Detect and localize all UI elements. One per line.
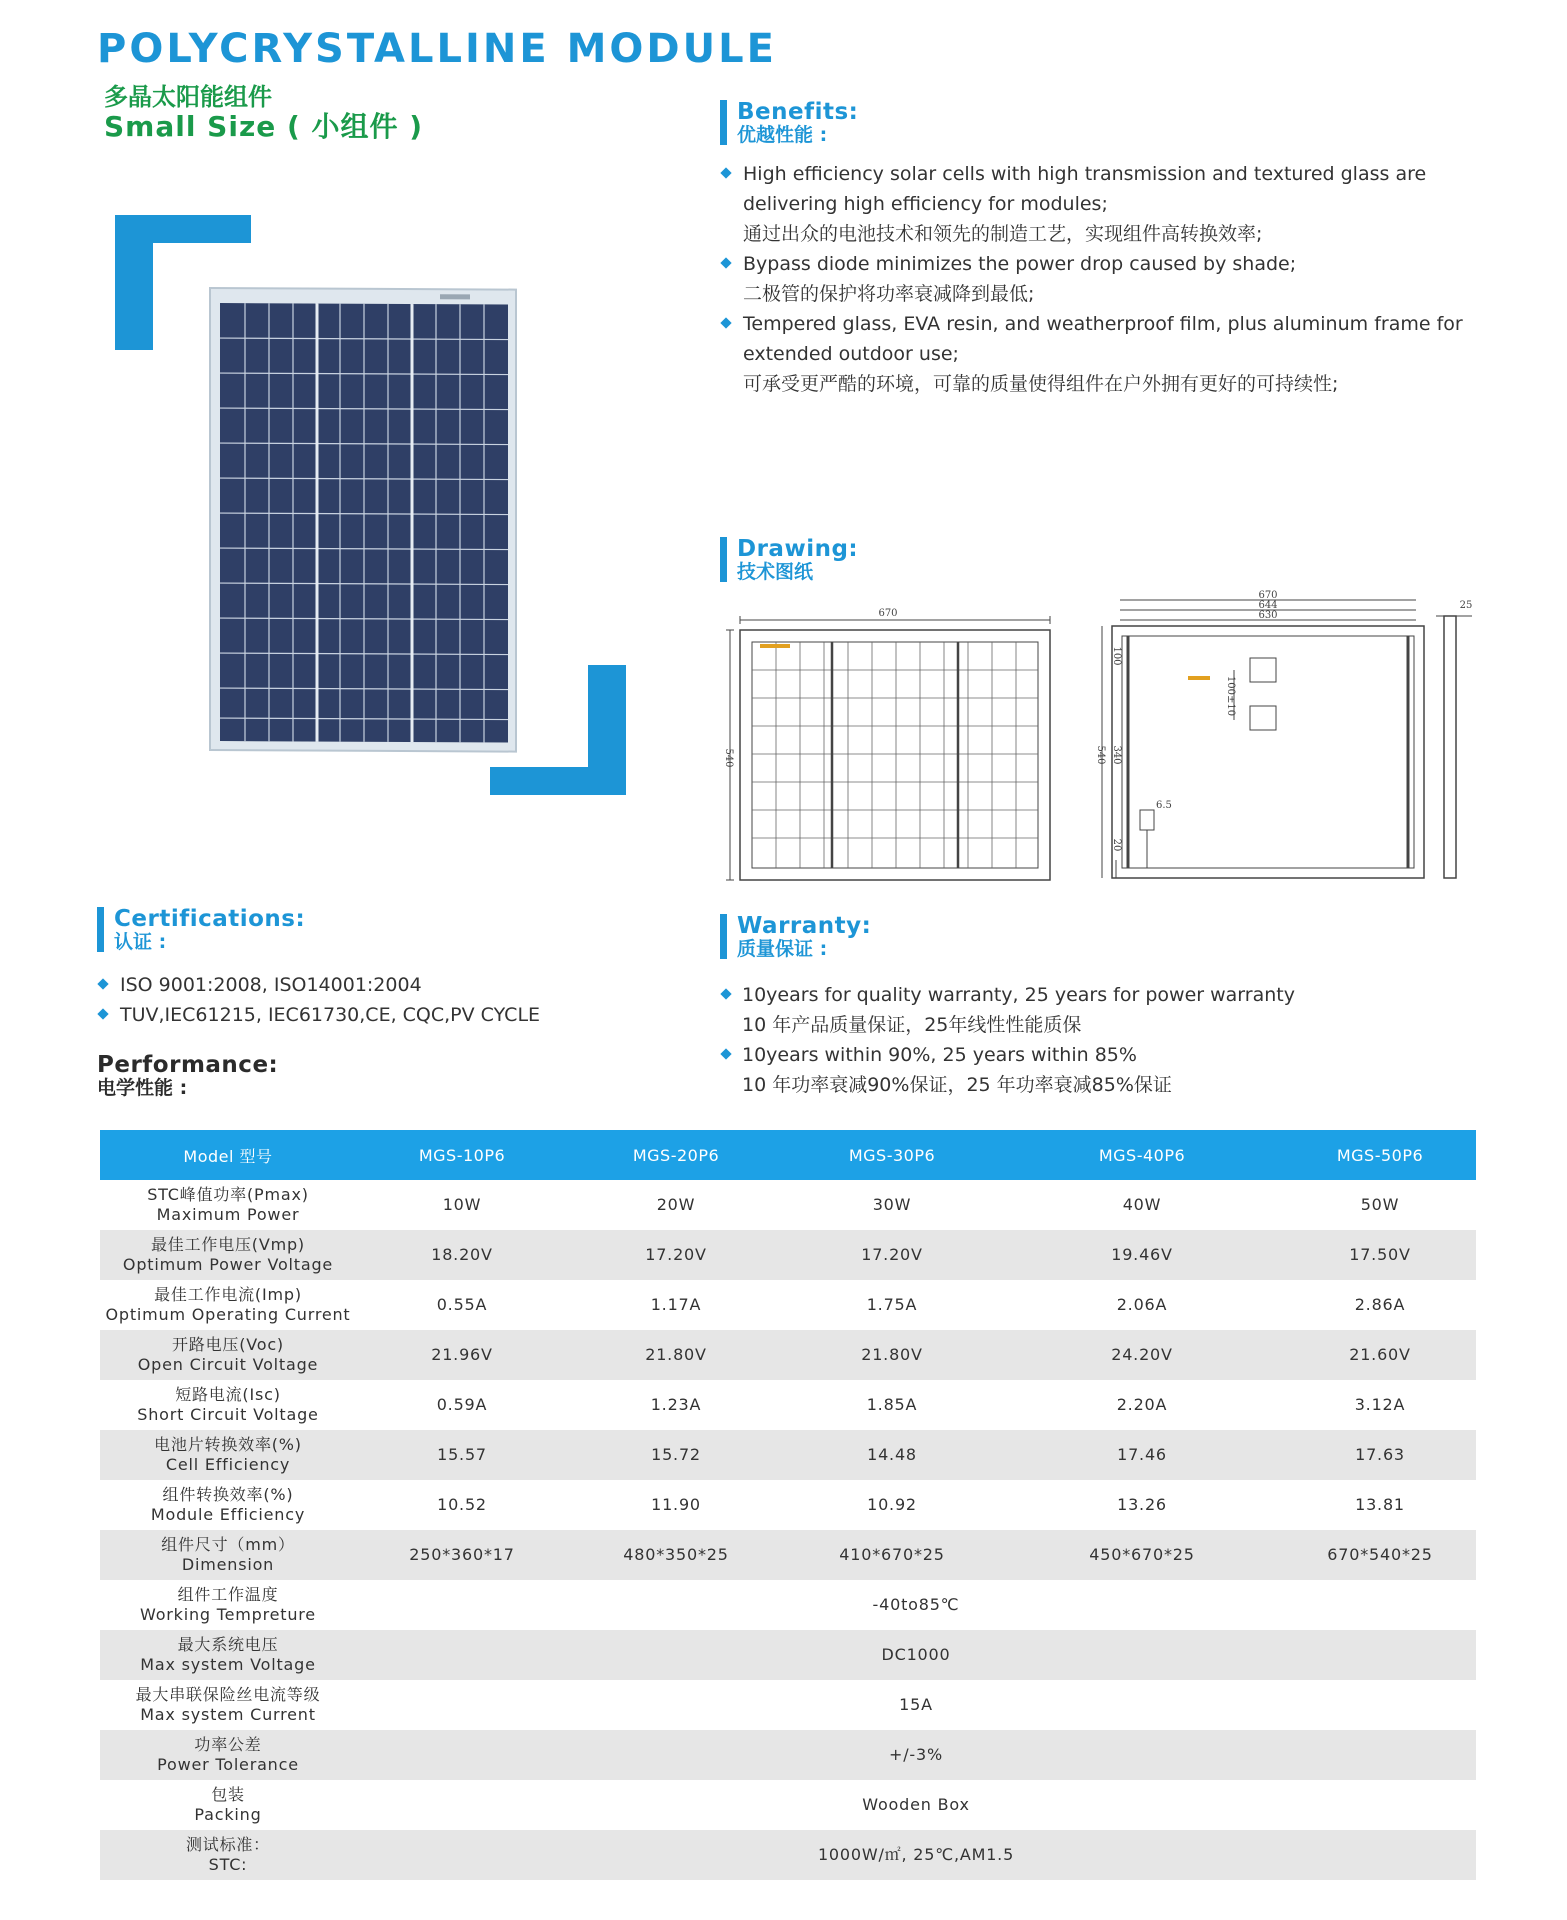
- table-row: [100, 1480, 1476, 1530]
- table-cell: 1.75A: [866, 1295, 918, 1314]
- benefit-item: [720, 159, 1500, 249]
- param-label: [100, 1330, 356, 1380]
- certification-text: ISO 9001:2008, ISO14001:2004: [120, 974, 422, 996]
- table-row: [100, 1630, 1476, 1680]
- warranty-en: 10years for quality warranty, 25 years for power warranty: [742, 984, 1295, 1006]
- warranty-en: 10years within 90%, 25 years within 85%: [742, 1044, 1137, 1066]
- table-cell: 18.20V: [356, 1230, 568, 1280]
- table-cell: 2.86A: [1354, 1295, 1406, 1314]
- table-cell: 2.06A: [1116, 1295, 1168, 1314]
- performance-table: [100, 1130, 1476, 1880]
- param-cn: STC峰值功率(Pmax): [147, 1185, 309, 1204]
- benefits-heading-cn: 优越性能 :: [737, 123, 828, 146]
- table-row: [100, 1380, 1476, 1430]
- table-cell-merged: Wooden Box: [862, 1795, 970, 1814]
- table-cell-merged: 1000W/㎡, 25℃,AM1.5: [356, 1830, 1476, 1880]
- benefit-en: Bypass diode minimizes the power drop caused by shade;: [743, 253, 1297, 275]
- table-row: [100, 1730, 1476, 1780]
- back-view-drawing: [1102, 600, 1424, 878]
- warranty-heading-cn: 质量保证 :: [737, 937, 828, 960]
- table-cell: 24.20V: [1000, 1330, 1284, 1380]
- drawing-heading-cn: 技术图纸: [737, 560, 814, 583]
- param-label: [100, 1680, 356, 1730]
- benefits-list: [720, 159, 1500, 399]
- technical-drawing: [720, 590, 1480, 890]
- table-cell: 3.12A: [1354, 1395, 1406, 1414]
- table-cell: 17.20V: [568, 1230, 784, 1280]
- param-en: Power Tolerance: [157, 1755, 299, 1774]
- certification-item: [97, 970, 657, 1000]
- table-cell: 13.26: [1117, 1495, 1167, 1514]
- table-cell: 450*670*25: [1000, 1530, 1284, 1580]
- back-dim-2-label: 644: [1258, 600, 1278, 611]
- table-cell: 17.20V: [784, 1230, 1000, 1280]
- certification-item: [97, 1000, 657, 1030]
- back-height-inner-label: 340: [1111, 745, 1122, 765]
- table-cell: 21.80V: [568, 1330, 784, 1380]
- warranty-list: [720, 980, 1440, 1100]
- drawing-heading-en: Drawing:: [737, 536, 859, 562]
- table-row: [100, 1230, 1476, 1280]
- back-height-outer-label: 540: [1095, 745, 1106, 765]
- param-cn: 组件转换效率(%): [162, 1485, 294, 1504]
- certifications-heading-en: Certifications:: [114, 906, 306, 932]
- table-cell: 17.63: [1284, 1430, 1476, 1480]
- front-width-label: 670: [878, 608, 898, 619]
- diamond-bullet-icon: [720, 988, 731, 999]
- diamond-bullet-icon: [720, 257, 731, 268]
- param-en: STC:: [208, 1855, 248, 1874]
- warranty-cn: 10 年功率衰减90%保证，25 年功率衰减85%保证: [742, 1074, 1172, 1096]
- solar-panel-image: [110, 210, 630, 810]
- side-thickness-label: 25: [1459, 600, 1473, 611]
- back-jbox-label: 100±10: [1225, 675, 1236, 717]
- param-cn: 开路电压(Voc): [172, 1335, 284, 1354]
- table-row: [100, 1430, 1476, 1480]
- page-title: POLYCRYSTALLINE MODULE: [97, 26, 777, 72]
- param-label: [100, 1630, 356, 1680]
- performance-heading: [97, 1052, 278, 1100]
- param-cn: 组件工作温度: [177, 1585, 279, 1604]
- table-cell: 19.46V: [1000, 1230, 1284, 1280]
- table-row: [100, 1330, 1476, 1380]
- table-cell-merged: 15A: [899, 1695, 933, 1714]
- table-cell: 21.80V: [784, 1330, 1000, 1380]
- table-cell: 17.50V: [1284, 1230, 1476, 1280]
- product-photo: [110, 210, 630, 810]
- benefit-cn: 可承受更严酷的环境，可靠的质量使得组件在户外拥有更好的可持续性;: [743, 373, 1339, 395]
- param-en: Max system Voltage: [140, 1655, 316, 1674]
- param-cn: 测试标准：: [185, 1835, 270, 1854]
- param-en: Open Circuit Voltage: [137, 1355, 319, 1374]
- table-row: [100, 1680, 1476, 1730]
- param-label: [100, 1730, 356, 1780]
- diamond-bullet-icon: [720, 317, 731, 328]
- param-label: [100, 1830, 356, 1880]
- column-header: Model 型号: [100, 1130, 356, 1180]
- param-label: [100, 1280, 356, 1330]
- table-row: [100, 1180, 1476, 1230]
- table-cell: 15.72: [568, 1430, 784, 1480]
- benefits-heading-en: Benefits:: [737, 99, 859, 125]
- param-en: Module Efficiency: [150, 1505, 306, 1524]
- param-en: Working Tempreture: [140, 1605, 316, 1624]
- param-label: [100, 1380, 356, 1430]
- table-row: [100, 1780, 1476, 1830]
- table-row: [100, 1580, 1476, 1630]
- param-en: Optimum Operating Current: [105, 1305, 351, 1324]
- warranty-item: [720, 1040, 1440, 1100]
- table-cell: 0.59A: [436, 1395, 488, 1414]
- column-header: MGS-50P6: [1284, 1130, 1476, 1180]
- benefit-en: High efficiency solar cells with high transmission and textured glass are delivering high efficiency for modules;: [743, 163, 1427, 215]
- benefit-cn: 二极管的保护将功率衰减降到最低;: [743, 283, 1035, 305]
- param-cn: 最大串联保险丝电流等级: [135, 1685, 321, 1704]
- table-cell: 10W: [442, 1195, 482, 1214]
- param-label: [100, 1580, 356, 1630]
- table-cell: 410*670*25: [784, 1530, 1000, 1580]
- benefit-cn: 通过出众的电池技术和领先的制造工艺，实现组件高转换效率;: [743, 223, 1263, 245]
- certifications-heading: [97, 907, 305, 952]
- param-en: Dimension: [181, 1555, 275, 1574]
- column-header: MGS-10P6: [356, 1130, 568, 1180]
- warranty-item: [720, 980, 1440, 1040]
- param-en: Max system Current: [140, 1705, 316, 1724]
- table-row: [100, 1530, 1476, 1580]
- param-label: [100, 1530, 356, 1580]
- back-bottom-label: 20: [1111, 838, 1122, 852]
- performance-heading-cn: 电学性能 :: [97, 1077, 188, 1100]
- table-cell: 21.60V: [1284, 1330, 1476, 1380]
- diamond-bullet-icon: [97, 978, 108, 989]
- table-cell: 10.92: [867, 1495, 917, 1514]
- table-cell: 480*350*25: [568, 1530, 784, 1580]
- back-dim-3-label: 630: [1258, 610, 1278, 621]
- benefit-item: [720, 249, 1500, 309]
- table-cell: 1.23A: [650, 1395, 702, 1414]
- benefit-item: [720, 309, 1500, 399]
- back-dim-1-label: 670: [1258, 590, 1278, 601]
- param-cn: 电池片转换效率(%): [154, 1435, 302, 1454]
- table-row: [100, 1830, 1476, 1880]
- param-en: Cell Efficiency: [165, 1455, 291, 1474]
- table-row: [100, 1280, 1476, 1330]
- table-cell: 13.81: [1355, 1495, 1405, 1514]
- certifications-list: [97, 970, 657, 1030]
- certifications-heading-cn: 认证 :: [114, 930, 167, 953]
- table-cell: 20W: [656, 1195, 696, 1214]
- table-header-row: [100, 1130, 1476, 1180]
- table-cell-merged: DC1000: [356, 1630, 1476, 1680]
- param-en: Short Circuit Voltage: [137, 1405, 319, 1424]
- param-en: Maximum Power: [156, 1205, 300, 1224]
- diamond-bullet-icon: [720, 1048, 731, 1059]
- benefits-heading: [720, 100, 858, 145]
- param-cn: 最大系统电压: [177, 1635, 279, 1654]
- table-cell: 40W: [1122, 1195, 1162, 1214]
- warranty-heading-en: Warranty:: [737, 913, 872, 939]
- warranty-cn: 10 年产品质量保证，25年线性性能质保: [742, 1014, 1082, 1036]
- param-label: [100, 1780, 356, 1830]
- front-height-label: 540: [723, 748, 734, 768]
- warranty-heading: [720, 914, 871, 959]
- table-cell: 0.55A: [436, 1295, 488, 1314]
- column-header: MGS-40P6: [1000, 1130, 1284, 1180]
- table-cell: 14.48: [784, 1430, 1000, 1480]
- param-label: [100, 1480, 356, 1530]
- diamond-bullet-icon: [720, 167, 731, 178]
- diamond-bullet-icon: [97, 1008, 108, 1019]
- performance-heading-en: Performance:: [97, 1052, 279, 1078]
- param-cn: 短路电流(Isc): [175, 1385, 281, 1404]
- benefit-en: Tempered glass, EVA resin, and weatherproof film, plus aluminum frame for extended outdoor use;: [743, 313, 1463, 365]
- side-view-drawing: [1436, 616, 1472, 878]
- param-cn: 最佳工作电压(Vmp): [151, 1235, 305, 1254]
- certification-text: TUV,IEC61215, IEC61730,CE, CQC,PV CYCLE: [120, 1004, 541, 1026]
- back-top-label: 100: [1111, 646, 1122, 666]
- param-cn: 功率公差: [194, 1735, 262, 1754]
- param-label: [100, 1180, 356, 1230]
- table-cell: 11.90: [651, 1495, 701, 1514]
- front-view-drawing: [726, 616, 1050, 880]
- param-en: Optimum Power Voltage: [122, 1255, 334, 1274]
- table-cell: 15.57: [356, 1430, 568, 1480]
- subtitle-en: Small Size ( 小组件 ): [104, 110, 424, 143]
- subtitle-cn: 多晶太阳能组件: [104, 83, 272, 111]
- drawing-heading: [720, 537, 858, 582]
- table-cell: 2.20A: [1116, 1395, 1168, 1414]
- table-cell: 10.52: [437, 1495, 487, 1514]
- table-cell: 250*360*17: [356, 1530, 568, 1580]
- table-cell: 670*540*25: [1284, 1530, 1476, 1580]
- table-cell-merged: -40to85℃: [872, 1595, 960, 1614]
- table-cell: 30W: [872, 1195, 912, 1214]
- param-cn: 包装: [211, 1785, 245, 1804]
- table-cell: 17.46: [1000, 1430, 1284, 1480]
- param-label: [100, 1230, 356, 1280]
- param-en: Packing: [194, 1805, 262, 1824]
- table-cell: 1.85A: [866, 1395, 918, 1414]
- column-header: MGS-30P6: [784, 1130, 1000, 1180]
- table-cell: 21.96V: [356, 1330, 568, 1380]
- back-hole-label: 6.5: [1156, 800, 1172, 811]
- param-label: [100, 1430, 356, 1480]
- table-cell: 50W: [1360, 1195, 1400, 1214]
- table-cell-merged: +/-3%: [356, 1730, 1476, 1780]
- param-cn: 组件尺寸（mm）: [161, 1535, 295, 1554]
- column-header: MGS-20P6: [568, 1130, 784, 1180]
- table-cell: 1.17A: [650, 1295, 702, 1314]
- param-cn: 最佳工作电流(Imp): [154, 1285, 302, 1304]
